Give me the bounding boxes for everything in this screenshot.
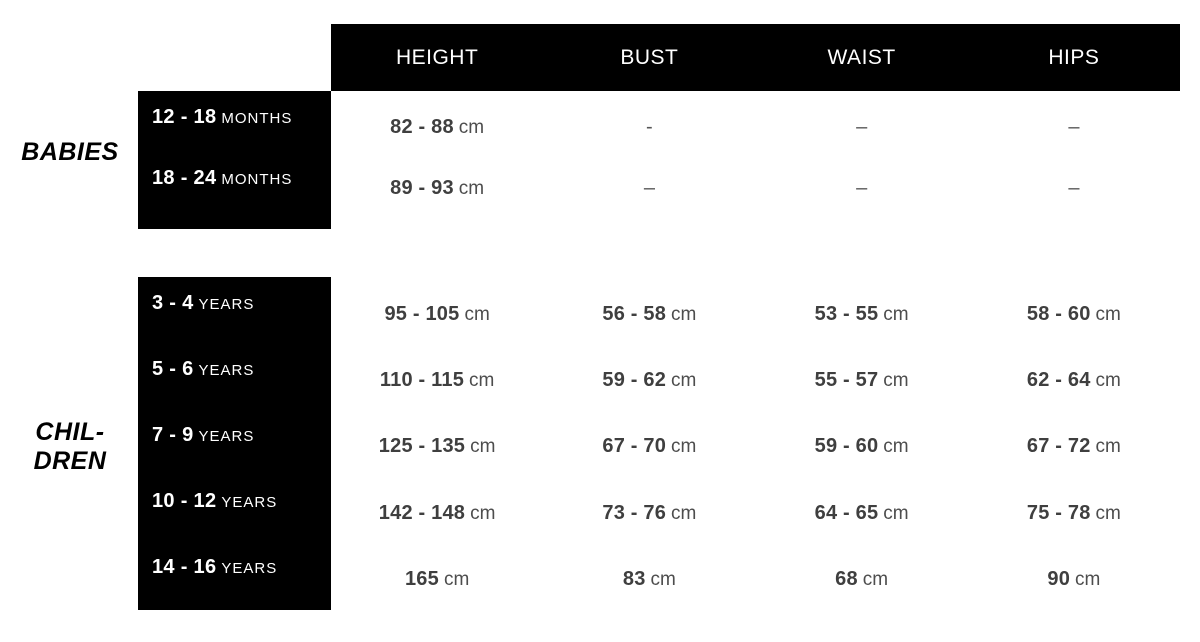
age-number: 18 - 24 (152, 167, 217, 189)
cell-waist: – (856, 176, 868, 199)
age-row-7-9-years (152, 424, 332, 447)
cell-hips-unit: cm (1095, 435, 1121, 457)
cell-height-value: 125 - 135 (378, 434, 466, 457)
cell-height (331, 177, 543, 200)
cell-hips-value: 75 - 78 (1026, 501, 1091, 524)
cell-bust (543, 568, 755, 591)
cell-height (331, 568, 543, 591)
cell-bust-value: 56 - 58 (602, 302, 667, 325)
cell-bust-value: 67 - 70 (602, 434, 667, 457)
cell-waist (756, 303, 968, 326)
cell-bust (543, 303, 755, 326)
age-number: 10 - 12 (152, 490, 217, 512)
table-header-row (331, 24, 1180, 91)
cell-height-unit: cm (469, 369, 495, 391)
cell-waist-value: 55 - 57 (814, 368, 879, 391)
cell-hips-unit: cm (1095, 369, 1121, 391)
cell-hips-unit: cm (1075, 568, 1101, 590)
cell-height-unit: cm (470, 435, 496, 457)
age-unit: YEARS (198, 362, 255, 379)
cell-height-unit: cm (470, 502, 496, 524)
cell-height (331, 369, 543, 392)
cell-waist-value: 64 - 65 (814, 501, 879, 524)
age-row-3-4-years (152, 292, 332, 315)
cell-hips-value: 90 (1047, 567, 1071, 590)
cell-waist (756, 502, 968, 525)
cell-hips (968, 369, 1180, 392)
cell-height-unit: cm (458, 177, 485, 199)
age-unit: YEARS (198, 296, 255, 313)
cell-bust-value: 73 - 76 (602, 501, 667, 524)
cell-bust-unit: cm (671, 303, 697, 325)
cell-hips-unit: cm (1095, 303, 1121, 325)
cell-waist-value: 68 (835, 567, 858, 590)
cell-hips (968, 568, 1180, 591)
cell-waist (756, 568, 968, 591)
group-label-children (0, 418, 140, 476)
column-header-bust: BUST (620, 45, 679, 69)
age-unit: YEARS (221, 560, 278, 577)
cell-waist-unit: cm (862, 568, 889, 590)
table-row-babies-12-18 (331, 113, 1180, 141)
age-number: 3 - 4 (152, 292, 194, 314)
cell-waist-value: 59 - 60 (814, 434, 879, 457)
cell-height-value: 82 - 88 (390, 115, 454, 138)
cell-hips-value: 67 - 72 (1026, 434, 1091, 457)
cell-height-value: 142 - 148 (378, 501, 466, 524)
cell-bust (543, 435, 755, 458)
cell-height-unit: cm (464, 303, 490, 325)
table-row-children-14-16 (331, 565, 1180, 593)
cell-height (331, 303, 543, 326)
cell-waist-unit: cm (883, 435, 909, 457)
age-row-5-6-years (152, 358, 332, 381)
cell-waist-unit: cm (883, 303, 909, 325)
cell-waist-unit: cm (883, 369, 909, 391)
group-label-babies: BABIES (21, 138, 119, 166)
cell-height-value: 110 - 115 (379, 368, 465, 391)
age-unit: MONTHS (221, 110, 293, 127)
cell-hips: – (1068, 115, 1080, 138)
cell-bust: - (646, 115, 653, 138)
cell-height-value: 95 - 105 (384, 302, 460, 325)
group-label-children-line2: DREN (33, 446, 107, 475)
cell-bust-unit: cm (650, 568, 676, 590)
table-row-children-5-6 (331, 366, 1180, 394)
age-unit: MONTHS (221, 171, 293, 188)
cell-height (331, 435, 543, 458)
cell-hips-unit: cm (1095, 502, 1121, 524)
cell-height-value: 89 - 93 (390, 176, 454, 199)
cell-waist-value: 53 - 55 (814, 302, 879, 325)
cell-hips-value: 62 - 64 (1026, 368, 1091, 391)
group-label-children-line1: CHIL- (35, 418, 105, 446)
cell-bust: – (643, 176, 655, 199)
cell-hips: – (1068, 176, 1080, 199)
column-header-height: HEIGHT (395, 45, 479, 69)
age-unit: YEARS (221, 494, 278, 511)
age-number: 5 - 6 (152, 358, 194, 380)
cell-waist-unit: cm (883, 502, 909, 524)
cell-bust-value: 59 - 62 (602, 368, 667, 391)
cell-hips (968, 502, 1180, 525)
cell-hips (968, 303, 1180, 326)
age-number: 7 - 9 (152, 424, 194, 446)
age-row-14-16-years (152, 556, 332, 579)
column-header-waist: WAIST (827, 45, 896, 69)
table-row-children-7-9 (331, 432, 1180, 460)
column-header-hips: HIPS (1048, 45, 1100, 69)
cell-waist (756, 435, 968, 458)
table-row-babies-18-24 (331, 174, 1180, 202)
table-row-children-10-12 (331, 499, 1180, 527)
age-number: 12 - 18 (152, 106, 217, 128)
cell-height (331, 502, 543, 525)
age-row-12-18-months (152, 106, 332, 129)
table-row-children-3-4 (331, 300, 1180, 328)
cell-bust-unit: cm (671, 502, 697, 524)
cell-height-value: 165 (404, 567, 439, 590)
cell-waist: – (856, 115, 868, 138)
cell-bust (543, 502, 755, 525)
age-row-18-24-months (152, 167, 332, 190)
age-unit: YEARS (198, 428, 255, 445)
cell-height-unit: cm (443, 568, 470, 590)
cell-waist (756, 369, 968, 392)
age-number: 14 - 16 (152, 556, 217, 578)
cell-hips-value: 58 - 60 (1026, 302, 1091, 325)
age-row-10-12-years (152, 490, 332, 513)
cell-bust-unit: cm (671, 369, 697, 391)
cell-bust-unit: cm (671, 435, 697, 457)
cell-bust-value: 83 (622, 567, 646, 590)
cell-hips (968, 435, 1180, 458)
cell-height (331, 116, 543, 139)
cell-height-unit: cm (458, 116, 485, 138)
cell-bust (543, 369, 755, 392)
